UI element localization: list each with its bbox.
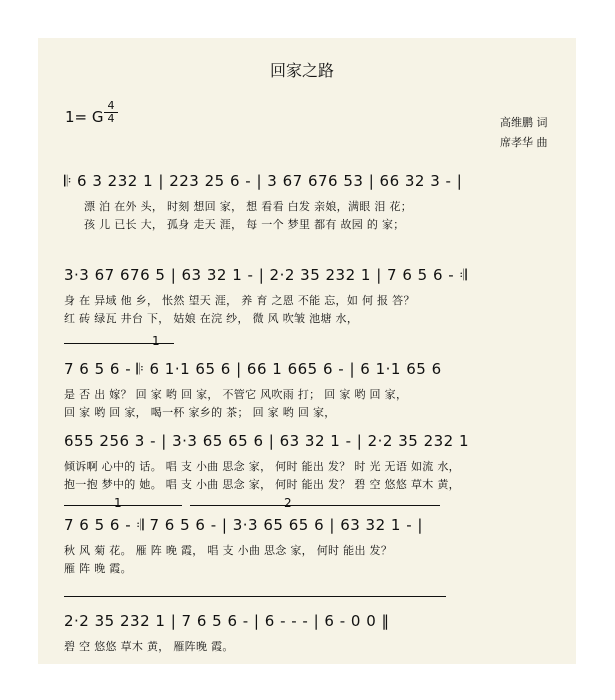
lyrics-row-4-verse-1: 倾诉啊 心中的 话。 唱 支 小曲 思念 家， 何时 能出 发？ 时 光 无语 如流 水， — [64, 460, 460, 473]
lyrics-row-2-verse-1: 身 在 异域 他 乡， 怅然 望天 涯， 养 育 之恩 不能 忘，如 何 报 答？ — [64, 294, 415, 307]
song-title: 回家之路 — [270, 61, 335, 80]
lyrics-row-5-verse-1: 秋 风 菊 花。 雁 阵 晚 霞， 唱 支 小曲 思念 家， 何时 能出 发？ — [64, 544, 393, 557]
first-ending-label-2: 1 — [114, 496, 122, 510]
lyrics-row-2-verse-2: 红 砖 绿瓦 井台 下， 姑娘 在浣 纱， 微 风 吹皱 池塘 水， — [64, 312, 359, 325]
lyrics-row-5-verse-2: 雁 阵 晚 霞。 — [64, 562, 132, 575]
lyrics-row-3-verse-1: 是 否 出 嫁？ 回 家 哟 回 家， 不管它 风吹雨 打； 回 家 哟 回 家， — [64, 388, 408, 401]
first-ending-bracket — [64, 334, 174, 348]
first-ending-bracket-2 — [64, 496, 182, 510]
second-ending-label: 2 — [284, 496, 292, 510]
notation-row-6: 2·2 35 232 1 | 7 6 5 6 - | 6 - - - | 6 - 0 0 ‖ — [64, 612, 390, 630]
time-signature-top: 4 — [107, 99, 115, 112]
notation-row-1: 𝄆 6 3 232 1 | 223 25 6 - | 3 67 676 53 | 66 32 3 - | — [64, 172, 463, 190]
notation-row-4: 655 256 3 - | 3·3 65 65 6 | 63 32 1 - | 2·2 35 232 1 — [64, 432, 470, 450]
lyricist-credit: 高维鹏 词 — [500, 116, 548, 129]
notation-row-2: 3·3 67 676 5 | 63 32 1 - | 2·2 35 232 1 | 7 6 5 6 - 𝄇 — [64, 266, 468, 284]
key-signature: 1= G — [65, 108, 104, 126]
notation-row-3: 7 6 5 6 - 𝄆 6 1·1 65 6 | 66 1 665 6 - | 6 1·1 65 6 — [64, 360, 442, 378]
composer-credit: 席孝华 曲 — [500, 136, 548, 149]
section-bracket-line — [64, 596, 446, 597]
time-signature — [104, 100, 118, 125]
notation-row-5: 7 6 5 6 - 𝄇 7 6 5 6 - | 3·3 65 65 6 | 63 32 1 - | — [64, 516, 423, 534]
second-ending-bracket — [190, 496, 440, 510]
lyrics-row-4-verse-2: 抱一抱 梦中的 她。 唱 支 小曲 思念 家， 何时 能出 发？ 碧 空 悠悠 草木 黄， — [64, 478, 460, 491]
lyrics-row-6: 碧 空 悠悠 草木 黄， 雁阵晚 霞。 — [64, 640, 234, 653]
time-signature-bottom: 4 — [104, 112, 118, 125]
lyrics-row-3-verse-2: 回 家 哟 回 家， 喝一杯 家乡的 茶； 回 家 哟 回 家， — [64, 406, 336, 419]
lyrics-row-1-verse-1: 漂 泊 在外 头， 时刻 想回 家， 想 看看 白发 亲娘，满眼 泪 花； — [84, 200, 413, 213]
lyrics-row-1-verse-2: 孩 儿 已长 大， 孤身 走天 涯， 每 一个 梦里 都有 故园 的 家； — [84, 218, 405, 231]
first-ending-label: 1 — [152, 334, 160, 348]
